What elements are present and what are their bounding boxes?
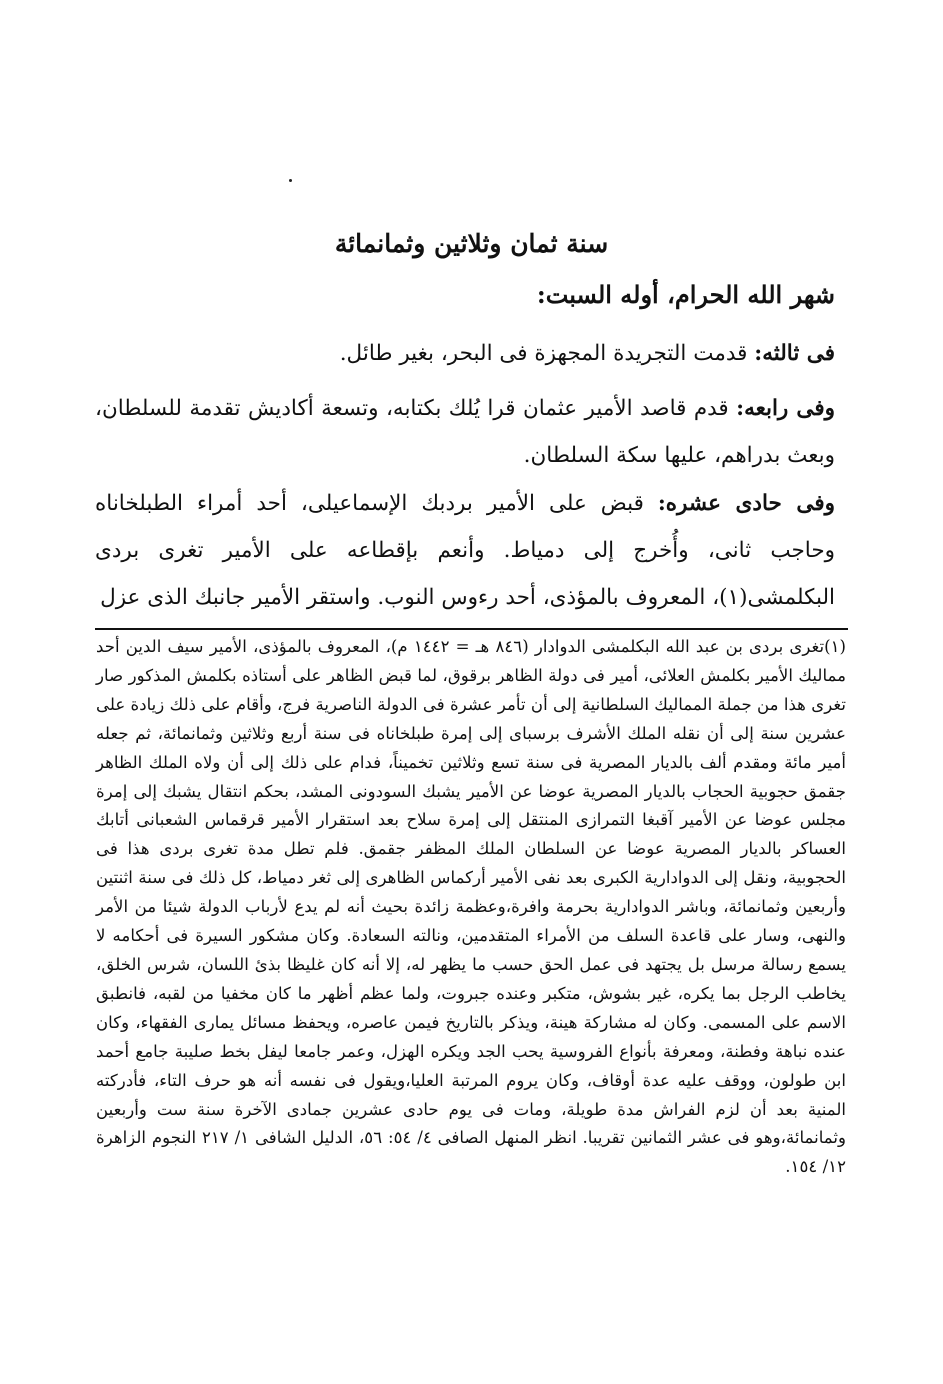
entry-third (95, 330, 835, 377)
footnote-divider (95, 628, 848, 630)
entry-lead: وفى حادى عشره: (657, 491, 835, 516)
speck-mark (289, 179, 292, 182)
entry-text: قدم قاصد الأمير عثمان قرا يُلك بكتابه، وتسعة أكاديش تقدمة للسلطان، وبعث بدراهم، عليها سكة السلطان. (95, 396, 835, 468)
month-header: شهر الله الحرام، أوله السبت: (536, 280, 835, 309)
entry-text: قبض على الأمير بردبك الإسماعيلى، أحد أمراء الطبلخاناه وحاجب ثانى، وأُخرج إلى دمياط. وأنعم بإقطاعه على الأمير تغرى بردى البكلمشى(١)، المعروف بالمؤذى، أحد رءوس النوب. واستقر الأمير جانبك الذى عزل (95, 491, 835, 610)
page-title: سنة ثمان وثلاثين وثمانمائة (334, 229, 609, 258)
footnote: (١)تغرى بردى بن عبد الله البكلمشى الدوادار (٨٤٦ هـ = ١٤٤٢ م)، المعروف بالمؤذى، الأمير سيف الدين أحد مماليك الأمير بكلمش العلائى، أمير فى دولة الظاهر برقوق، لما قبض الظاهر على أستاذه بكلمش المذكور صار تغرى هذا من جملة المماليك السلطانية إلى أن تأمر عشرة فى الدولة الناصرية فرج، وأقام على ذلك زيادة على عشرين سنة إلى أن نقله الملك الأشرف برسباى إلى إمرة طبلخاناه فى سنة أربع وثلاثين وثمانمائة، ثم جعله أمير مائة ومقدم ألف بالديار المصرية فى سنة تسع وثلاثين تخميناً، فدام على ذلك إلى أن ولاه الملك الظاهر جقمق حجوبية الحجاب بالديار المصرية عوضا عن الأمير يشبك السودونى المشد، بحكم انتقال يشبك إلى إمرة مجلس عوضا عن الأمير آقبغا التمرازى المنتقل إلى إمرة سلاح بعد استقرار الأمير قرقماس الشعبانى أتابك العساكر بالديار المصرية عوضا عن السلطان الملك المظفر جقمق. فلم تطل مدة تغرى بردى هذا فى الحجوبية، ونقل إلى الدوادارية الكبرى بعد نفى الأمير أركماس الظاهرى إلى ثغر دمياط، كل ذلك فى سنة اثنتين وأربعين وثمانمائة، وباشر الدوادارية بحرمة وافرة،وعظمة زائدة بحيث أنه لم يدع لأرباب الدولة شيئا من الأمر والنهى، وسار على قاعدة السلف من الأمراء المتقدمين، ونالته السعادة. وكان مشكور السيرة فى أحكامه لا يسمع رسالة مرسل بل يجتهد فى عمل الحق حسب ما يظهر له، إلا أنه كان غليظا بذئ اللسان، شرس الخلق، يخاطب الرجل بما يكره، غير بشوش، متكبر وعنده جبروت، ولما عظم أظهر ما كان مخفيا من لقبه، فانطبق الاسم على المسمى. وكان له مشاركة هينة، ويذكر بالتاريخ فيمن عاصره، ويحفظ مسائل يمارى الفقهاء، وكان عنده نباهة وفطنة، ومعرفة بأنواع الفروسية يحب الجد ويكره الهزل، وعمر جامعا ليفل بخط صليبة جامع أحمد ابن طولون، ووقف عليه عدة أوقاف، وكان يروم المرتبة العليا،ويقول فى نفسه أنه هو حرف التاء، فأدركته المنية بعد أن لزم الفراش مدة طويلة، ومات فى يوم حادى عشرين جمادى الآخرة سنة ست وأربعين وثمانمائة،وهو فى عشر الثمانين تقريبا. انظر المنهل الصافى ٤/ ٥٤: ٥٦، الدليل الشافى ١/ ٢١٧ النجوم الزاهرة ١٢/ ١٥٤. (96, 637, 847, 1177)
entry-text: قدمت التجريدة المجهزة فى البحر، بغير طائل. (339, 341, 755, 366)
entry-eleventh (95, 480, 835, 621)
entry-fourth (95, 385, 835, 479)
entry-lead: وفى رابعه: (736, 396, 835, 421)
entry-lead: فى ثالثه: (754, 341, 835, 366)
